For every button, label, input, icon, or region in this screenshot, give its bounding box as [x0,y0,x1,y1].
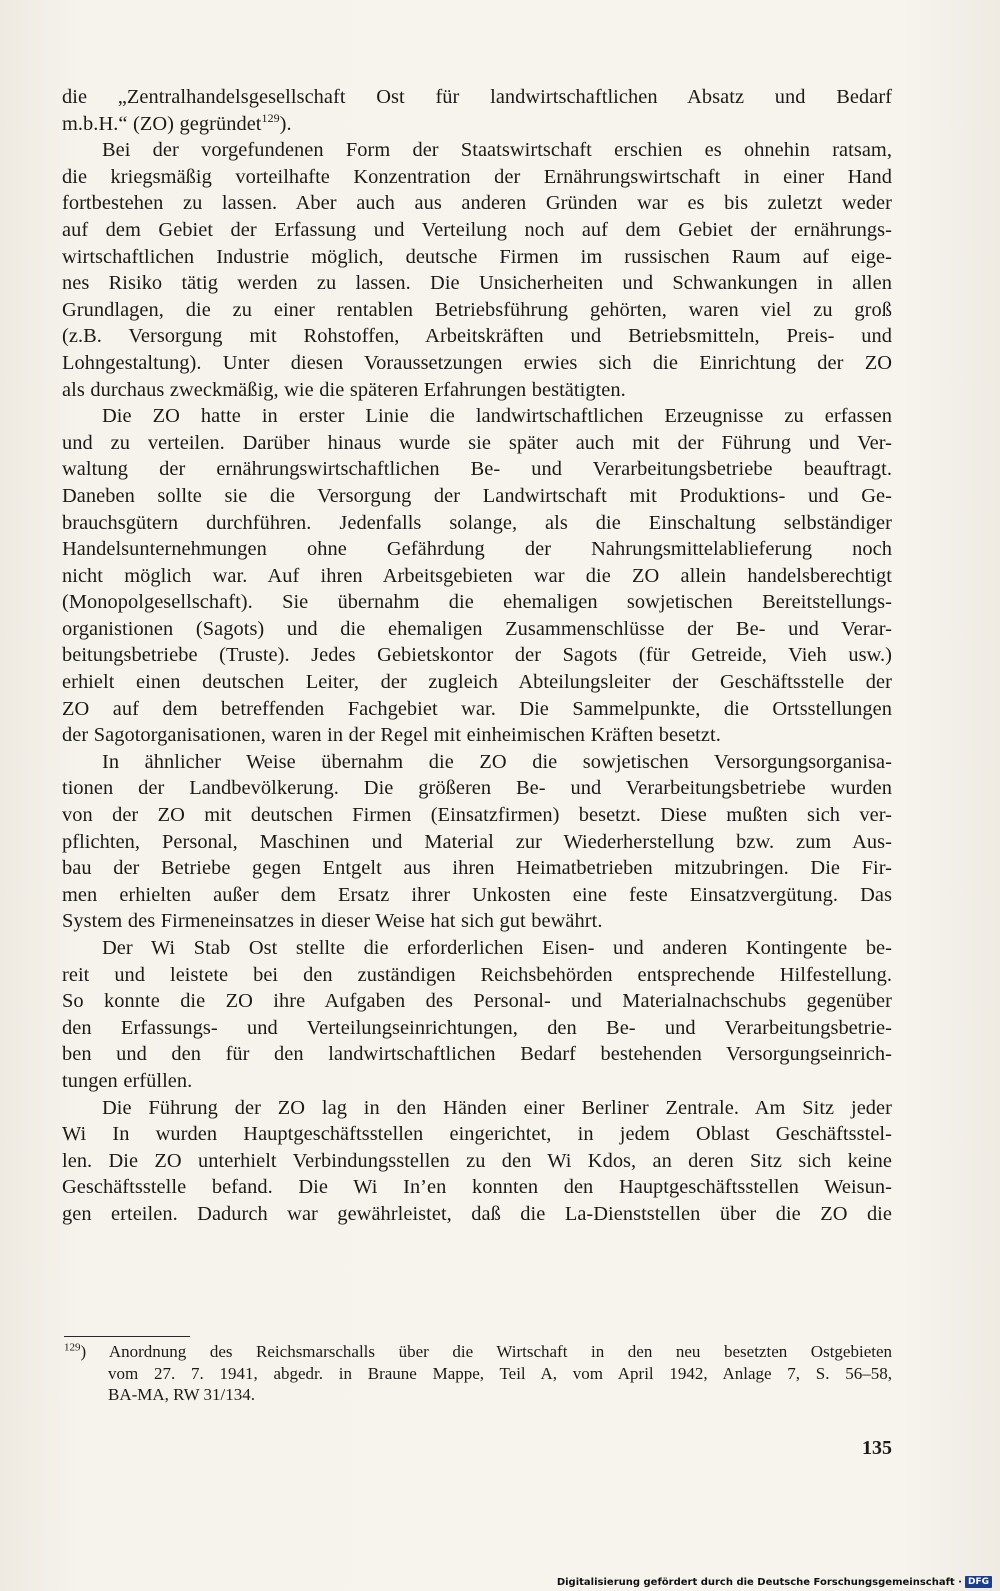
text-line [62,749,892,776]
text-line [62,802,892,829]
line-text: fortbestehen zu lassen. Aber auch aus anderen Gründen war es bis zuletzt weder [62,192,892,215]
footnote-line [64,1341,892,1363]
text-line [62,1121,892,1148]
text-line [62,430,892,457]
line-text: Grundlagen, die zu einer rentablen Betriebsführung gehörten, waren viel zu groß [62,298,892,321]
line-text: von der ZO mit deutschen Firmen (Einsatzfirmen) besetzt. Diese mußten sich ver- [62,804,892,827]
text-line [62,190,892,217]
paragraph [62,84,892,137]
line-text: ). [279,112,292,135]
page-number: 135 [862,1437,892,1459]
footnote-separator [64,1336,190,1337]
dfg-logo: DFG [965,1576,992,1588]
line-text: (Monopolgesellschaft). Sie übernahm die ehemaligen sowjetischen Bereitstellungs- [62,591,892,614]
footnote-mark-close: ) [80,1342,87,1361]
footer-text: Digitalisierung gefördert durch die Deutsche Forschungsgemeinschaft · [556,1576,962,1588]
text-line [62,1201,892,1228]
text-line [62,456,892,483]
line-text: men erhielten außer dem Ersatz ihrer Unkosten eine feste Einsatzvergütung. Das [62,883,892,906]
text-line [62,483,892,510]
text-line [62,775,892,802]
line-text: und zu verteilen. Darüber hinaus wurde sie später auch mit der Führung und Ver- [62,431,892,454]
text-line [62,669,892,696]
paragraph [62,403,892,749]
text-line [62,722,892,749]
paragraph [62,935,892,1095]
text-line [62,696,892,723]
text-line [62,164,892,191]
line-text: die kriegsmäßig vorteilhafte Konzentration der Ernährungswirtschaft in einer Hand [62,165,892,188]
line-text: Bei der vorgefundenen Form der Staatswirtschaft erschien es ohnehin ratsam, [102,139,892,162]
line-text: organistionen (Sagots) und die ehemaligen Zusammenschlüsse der Be- und Verar- [62,617,892,640]
text-line [62,111,892,138]
text-line [62,377,892,404]
line-text: Die Führung der ZO lag in den Händen einer Berliner Zentrale. Am Sitz jeder [102,1096,892,1119]
text-line [62,297,892,324]
text-line [62,563,892,590]
line-text: nes Risiko tätig werden zu lassen. Die Unsicherheiten und Schwankungen in allen [62,272,892,295]
line-text: Lohngestaltung). Unter diesen Voraussetzungen erwies sich die Einrichtung der ZO [62,351,892,374]
line-text: pflichten, Personal, Maschinen und Material zur Wiederherstellung bzw. zum Aus- [62,830,892,853]
text-line [62,84,892,111]
line-text: So konnte die ZO ihre Aufgaben des Personal- und Materialnachschubs gegenüber [62,990,892,1013]
line-text: erhielt einen deutschen Leiter, der zugleich Abteilungsleiter der Geschäftsstelle der [62,671,892,694]
text-line [62,829,892,856]
digitization-footer [557,1576,992,1588]
text-line [62,1174,892,1201]
line-text: ben und den für den landwirtschaftlichen Bedarf bestehenden Versorgungseinrich- [62,1043,892,1066]
line-text: Handelsunternehmungen ohne Gefährdung der Nahrungsmittelablieferung noch [62,538,892,561]
text-line [62,1015,892,1042]
line-text: (z.B. Versorgung mit Rohstoffen, Arbeitskräften und Betriebsmitteln, Preis- und [62,325,892,348]
text-line [62,1068,892,1095]
text-line [62,935,892,962]
text-line [62,882,892,909]
text-line [62,962,892,989]
text-line [62,137,892,164]
line-text: Die ZO hatte in erster Linie die landwirtschaftlichen Erzeugnisse zu erfassen [102,405,892,428]
text-line [62,403,892,430]
line-text: waltung der ernährungswirtschaftlichen Be- und Verarbeitungsbetriebe beauftragt. [62,458,892,481]
line-text: der Sagotorganisationen, waren in der Regel mit einheimischen Kräften besetzt. [62,724,721,747]
line-text: brauchsgütern durchführen. Jedenfalls solange, als die Einschaltung selbständiger [62,511,892,534]
line-text: als durchaus zweckmäßig, wie die späteren Erfahrungen bestätigten. [62,378,626,401]
text-line [62,1095,892,1122]
line-text: Wi In wurden Hauptgeschäftsstellen eingerichtet, in jedem Oblast Geschäftsstel- [62,1123,892,1146]
footnote-text-1: Anordnung des Reichsmarschalls über die Wirtschaft in den neu besetzten Ostgebieten [108,1342,893,1361]
line-text: Daneben sollte sie die Versorgung der Landwirtschaft mit Produktions- und Ge- [62,484,892,507]
line-text: m.b.H.“ (ZO) gegründet [62,112,262,135]
footnote-line: vom 27. 7. 1941, abgedr. in Braune Mappe, Teil A, vom April 1942, Anlage 7, S. 56–58, [108,1363,892,1383]
line-text: die „Zentralhandelsgesellschaft Ost für landwirtschaftlichen Absatz und Bedarf [62,86,892,108]
line-text: System des Firmeneinsatzes in dieser Weise hat sich gut bewährt. [62,910,603,933]
text-line [62,536,892,563]
text-line [62,616,892,643]
line-text: ZO auf dem betreffenden Fachgebiet war. Die Sammelpunkte, die Ortsstellungen [62,697,892,720]
line-text: tionen der Landbevölkerung. Die größeren Be- und Verarbeitungsbetriebe wurden [62,777,892,800]
text-line [62,350,892,377]
line-text: den Erfassungs- und Verteilungseinrichtungen, den Be- und Verarbeitungsbetrie- [62,1016,892,1039]
footnote-reference: 129 [261,110,280,125]
line-text: beitungsbetriebe (Truste). Jedes Gebietskontor der Sagots (für Getreide, Vieh usw.) [62,644,892,667]
text-line [62,270,892,297]
text-line [62,323,892,350]
paragraph [62,137,892,403]
line-text: In ähnlicher Weise übernahm die ZO die sowjetischen Versorgungsorganisa- [102,750,892,773]
text-line [62,589,892,616]
text-line [62,217,892,244]
text-line [62,642,892,669]
line-text: tungen erfüllen. [62,1069,193,1092]
line-text: wirtschaftlichen Industrie möglich, deutsche Firmen im russischen Raum auf eige- [62,245,892,268]
footnote-mark: 129 [64,1341,81,1354]
text-line [62,1041,892,1068]
line-text: Der Wi Stab Ost stellte die erforderlichen Eisen- und anderen Kontingente be- [102,937,892,959]
line-text: reit und leistete bei den zuständigen Reichsbehörden entsprechende Hilfestellung. [62,963,892,986]
text-line [62,855,892,882]
footnote [64,1341,892,1406]
text-line [62,988,892,1015]
text-line [62,1148,892,1175]
line-text: len. Die ZO unterhielt Verbindungsstellen zu den Wi Kdos, an deren Sitz sich keine [62,1149,892,1172]
line-text: gen erteilen. Dadurch war gewährleistet, daß die La-Dienststellen über die ZO die [62,1202,892,1225]
line-text: auf dem Gebiet der Erfassung und Verteilung noch auf dem Gebiet der ernährungs- [62,218,892,241]
line-text: bau der Betriebe gegen Entgelt aus ihren Heimatbetrieben mitzubringen. Die Fir- [62,857,892,880]
line-text: Geschäftsstelle befand. Die Wi In’en konnten den Hauptgeschäftsstellen Weisun- [62,1176,892,1199]
line-text: nicht möglich war. Auf ihren Arbeitsgebieten war die ZO allein handelsberechtigt [62,564,892,587]
paragraph [62,1095,892,1228]
paragraph [62,749,892,935]
footnote-line: BA-MA, RW 31/134. [108,1385,256,1404]
body-text [62,84,892,1228]
text-line [62,244,892,271]
text-line [62,908,892,935]
text-line [62,510,892,537]
